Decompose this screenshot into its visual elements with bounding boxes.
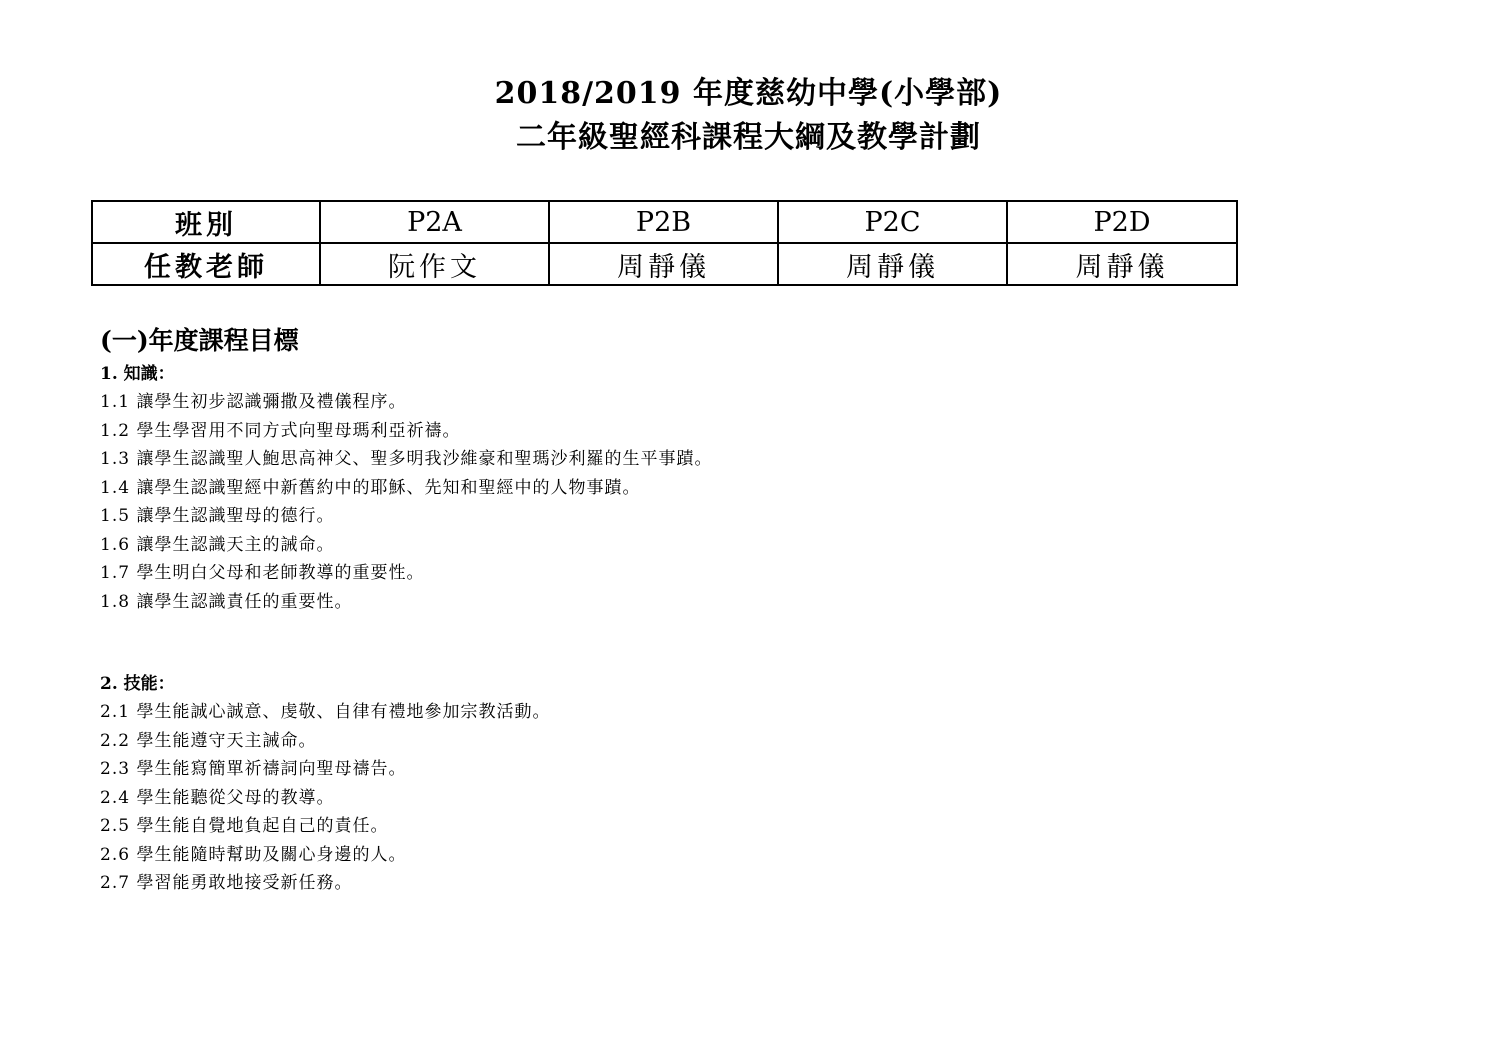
class-header-cell: 班別: [92, 201, 320, 243]
teacher-name-cell: 周靜儀: [549, 243, 778, 285]
list-item: 1.2 學生學習用不同方式向聖母瑪利亞祈禱。: [100, 420, 461, 441]
list-item: 2.5 學生能自覺地負起自己的責任。: [100, 816, 389, 836]
list-item: 1.5 讓學生認識聖母的德行。: [100, 506, 335, 526]
list-item: 1.1 讓學生初步認識彌撒及禮儀程序。: [100, 392, 407, 412]
skills-heading: 2. 技能：: [100, 674, 175, 694]
list-item: 1.7 學生明白父母和老師教導的重要性。: [100, 563, 425, 583]
teacher-name-cell: 周靜儀: [1007, 243, 1237, 285]
document-title: [0, 72, 1497, 160]
teacher-name-cell: 周靜儀: [778, 243, 1007, 285]
list-item: 2.2 學生能遵守天主誡命。: [100, 730, 317, 751]
list-item: 2.3 學生能寫簡單祈禱詞向聖母禱告。: [100, 759, 407, 779]
list-item: 2.6 學生能隨時幫助及關心身邊的人。: [100, 844, 407, 865]
class-code-cell: P2C: [778, 201, 1007, 243]
list-item: 2.4 學生能聽從父母的教導。: [100, 787, 335, 808]
class-code-cell: P2B: [549, 201, 778, 243]
list-item: 1.8 讓學生認識責任的重要性。: [100, 591, 353, 612]
teacher-header-cell: 任教老師: [92, 243, 320, 285]
list-item: 2.7 學習能勇敢地接受新任務。: [100, 873, 353, 893]
section-spacer: [100, 616, 1400, 670]
skills-group: [100, 670, 1400, 898]
knowledge-group: [100, 360, 1400, 616]
class-teacher-table: [91, 200, 1238, 286]
title-line-1: 2018/2019 年度慈幼中學(小學部): [494, 76, 1003, 111]
teacher-name-cell: 阮作文: [320, 243, 549, 285]
teacher-row: [92, 243, 1237, 285]
objectives-section: [100, 322, 1400, 898]
list-item: 1.6 讓學生認識天主的誡命。: [100, 534, 335, 555]
list-item: 1.3 讓學生認識聖人鮑思高神父、聖多明我沙維豪和聖瑪沙利羅的生平事蹟。: [100, 449, 713, 469]
knowledge-heading: 1. 知識：: [100, 364, 175, 384]
title-line-2: 二年級聖經科課程大綱及教學計劃: [516, 120, 981, 155]
class-code-cell: P2D: [1007, 201, 1237, 243]
objectives-heading: (一)年度課程目標: [100, 326, 299, 355]
class-row: [92, 201, 1237, 243]
list-item: 2.1 學生能誠心誠意、虔敬、自律有禮地參加宗教活動。: [100, 702, 551, 722]
class-code-cell: P2A: [320, 201, 549, 243]
list-item: 1.4 讓學生認識聖經中新舊約中的耶穌、先知和聖經中的人物事蹟。: [100, 477, 641, 498]
